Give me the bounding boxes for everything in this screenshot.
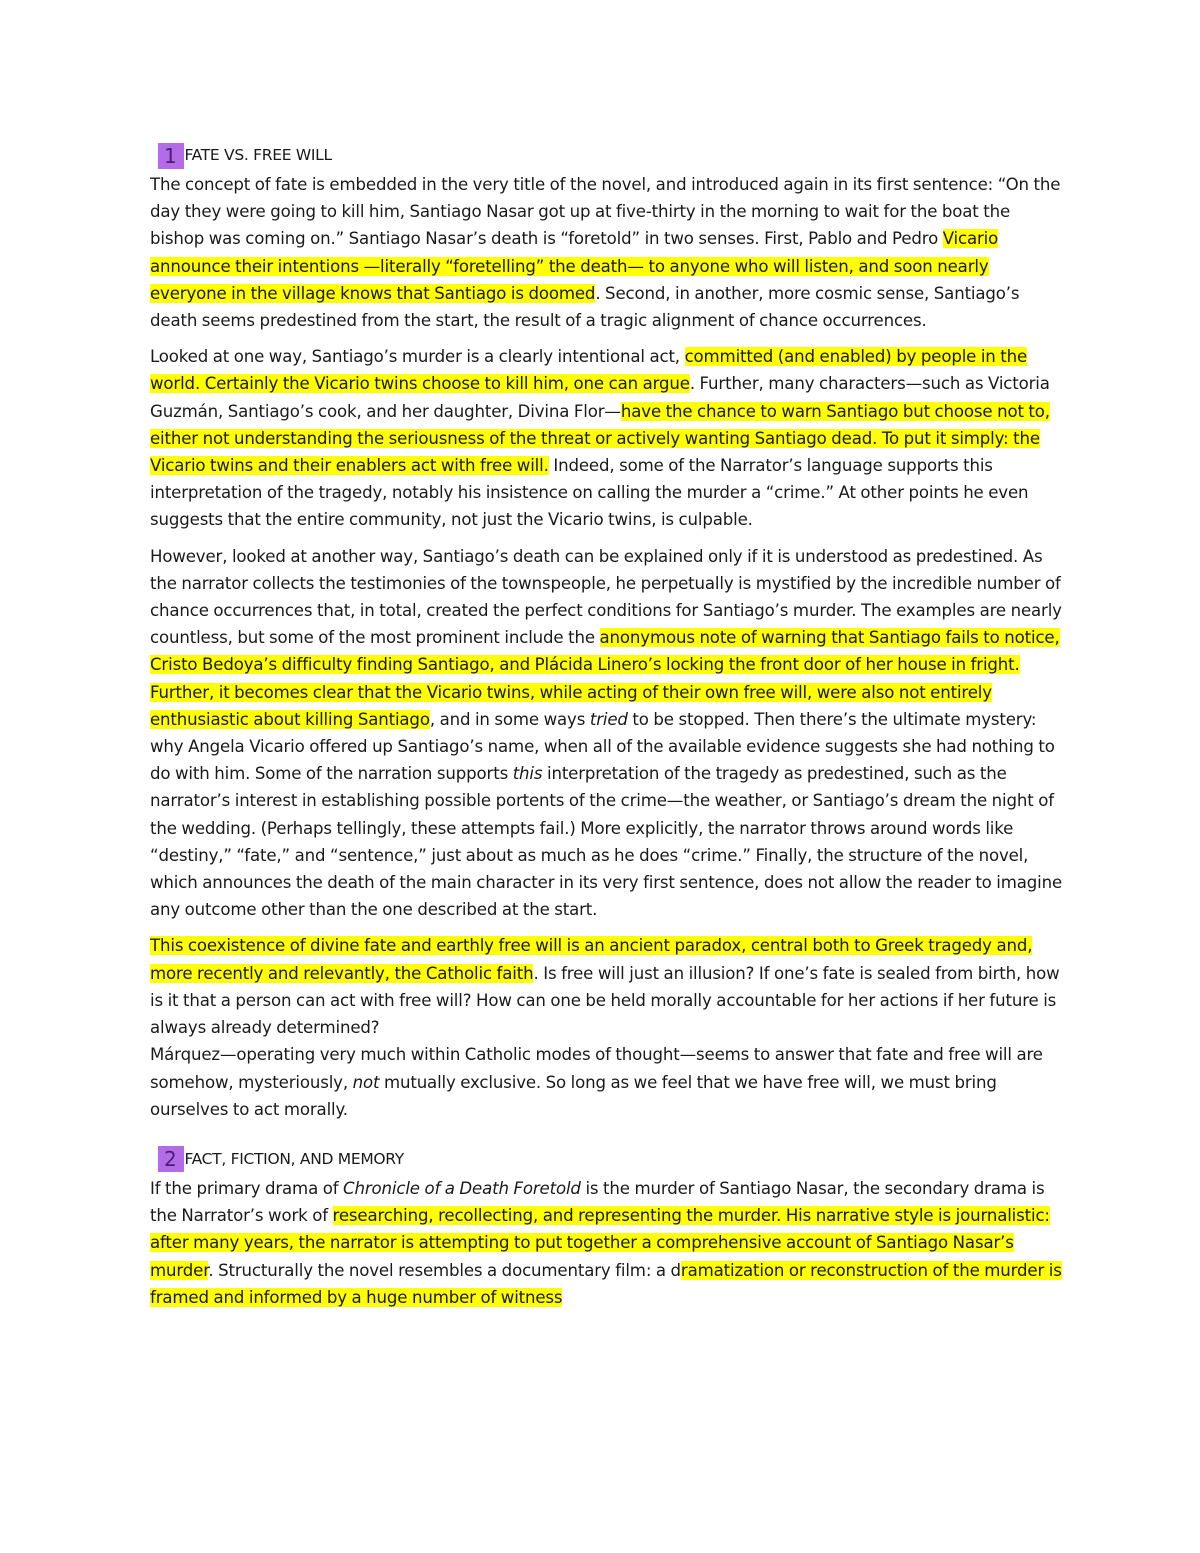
text-run: Indeed, some of the Narrator’s language supports this interpretation of the tragedy, notably his insistence on calling the murder a “crime.” At other points he even suggests that the entire community, not just the Vicario twins, is culpable. [150,456,1029,530]
paragraph [150,1041,1065,1123]
section-title: FACT, FICTION, AND MEMORY [184,1149,404,1168]
highlighted-text: This coexistence of divine fate and earthly free will is an ancient paradox, central both to Greek tragedy and, more recently and relevantly, the Catholic faith [150,936,1033,983]
text-run: The concept of fate is embedded in the very title of the novel, and introduced again in its first sentence: “On the day they were going to kill him, Santiago Nasar got up at five-thirty in the morning to wait for the boat the bishop was coming on.” Santiago Nasar’s death is “foretold” in two senses. First, Pablo and Pedro [150,175,1061,249]
paragraph [150,343,1065,533]
text-run: Márquez—operating very much within Catholic modes of thought—seems to answer that fate and free will are somehow, mysteriously, [150,1045,1043,1092]
text-run: is the murder of Santiago Nasar, the secondary drama is the Narrator’s work of [150,1178,1045,1226]
italic-text: not [352,1072,380,1092]
text-run: interpretation of the tragedy as predestined, such as the narrator’s interest in establishing possible portents of the crime—the weather, or Santiago’s dream the night of the wedding. (Perhaps tellingly, these attempts fail.) More explicitly, the narrator throws around words like “destiny,” “fate,” and “sentence,” just about as much as he does “crime.” Finally, the structure of the novel, which announces the death of the main character in its very first sentence, does not allow the reader to imagine any outcome other than the one described at the start. [150,764,1063,920]
highlighted-text: committed (and enabled) by people in the world. Certainly the Vicario twins choose to kill him, one can argue [150,347,1028,394]
text-run: Looked at one way, Santiago’s murder is a clearly intentional act, [150,347,685,367]
highlighted-text: researching, recollecting, and representing the murder. His narrative style is journalistic: after many years, the narrator is attempting to put together a comprehensive account of Santiago Nasar’s murder [150,1206,1050,1280]
section-title: FATE VS. FREE WILL [184,146,332,164]
paragraph [150,1175,1065,1311]
text-run: . Structurally the novel resembles a documentary film: a d [208,1260,681,1280]
text-run: , and in some ways [429,709,590,729]
document-body [150,142,1065,1320]
text-run: . Is free will just an illusion? If one’s fate is sealed from birth, how is it that a person can act with free will? How can one be held morally accountable for her actions if her future is always already determined? [150,963,1060,1038]
highlighted-text: ramatization or reconstruction of the murder is framed and informed by a huge number of witness [150,1260,1062,1307]
highlighted-text: Vicario announce their intentions —literally “foretelling” the death— to anyone who will listen, and soon nearly everyone in the village knows that Santiago is doomed [150,229,999,303]
paragraph [150,171,1065,334]
section-heading-fact-fiction-memory [150,1146,1065,1173]
section-heading-fate-vs-free-will [150,142,1065,169]
text-run: . Second, in another, more cosmic sense, Santiago’s death seems predestined from the start, the result of a tragic alignment of chance occurrences. [150,283,1020,331]
italic-text: tried [589,709,628,729]
text-run: However, looked at another way, Santiago’s death can be explained only if it is understood as predestined. As the narrator collects the testimonies of the townspeople, he perpetually is mystified by the incredible number of chance occurrences that, in total, created the perfect conditions for Santiago’s murder. The examples are nearly countless, but some of the most prominent include the [150,546,1062,648]
text-run: mutually exclusive. So long as we feel that we have free will, we must bring ourselves to act morally. [150,1072,997,1119]
highlighted-text: have the chance to warn Santiago but choose not to, either not understanding the seriousness of the threat or actively wanting Santiago dead. To put it simply: the Vicario twins and their enablers act with free will. [150,401,1050,476]
text-run: to be stopped. Then there’s the ultimate mystery: why Angela Vicario offered up Santiago’s name, when all of the available evidence suggests she had nothing to do with him. Some of the narration supports [150,709,1055,784]
highlighted-text: anonymous note of warning that Santiago fails to notice, Cristo Bedoya’s difficulty finding Santiago, and Plácida Linero’s locking the front door of her house in fright. Further, it becomes clear that the Vicario twins, while acting of their own free will, were also not entirely enthusiastic about killing Santiago [150,628,1060,729]
italic-text: Chronicle of a Death Foretold [343,1178,581,1198]
paragraph [150,932,1065,1041]
section-number-badge: 2 [158,1146,184,1172]
section-spacer [150,1132,1065,1146]
paragraph [150,543,1065,924]
text-run: If the primary drama of [150,1178,344,1198]
section-number-badge: 1 [158,143,184,169]
italic-text: this [512,764,543,784]
text-run: . Further, many characters—such as Victoria Guzmán, Santiago’s cook, and her daughter, Divina Flor— [150,374,1050,421]
